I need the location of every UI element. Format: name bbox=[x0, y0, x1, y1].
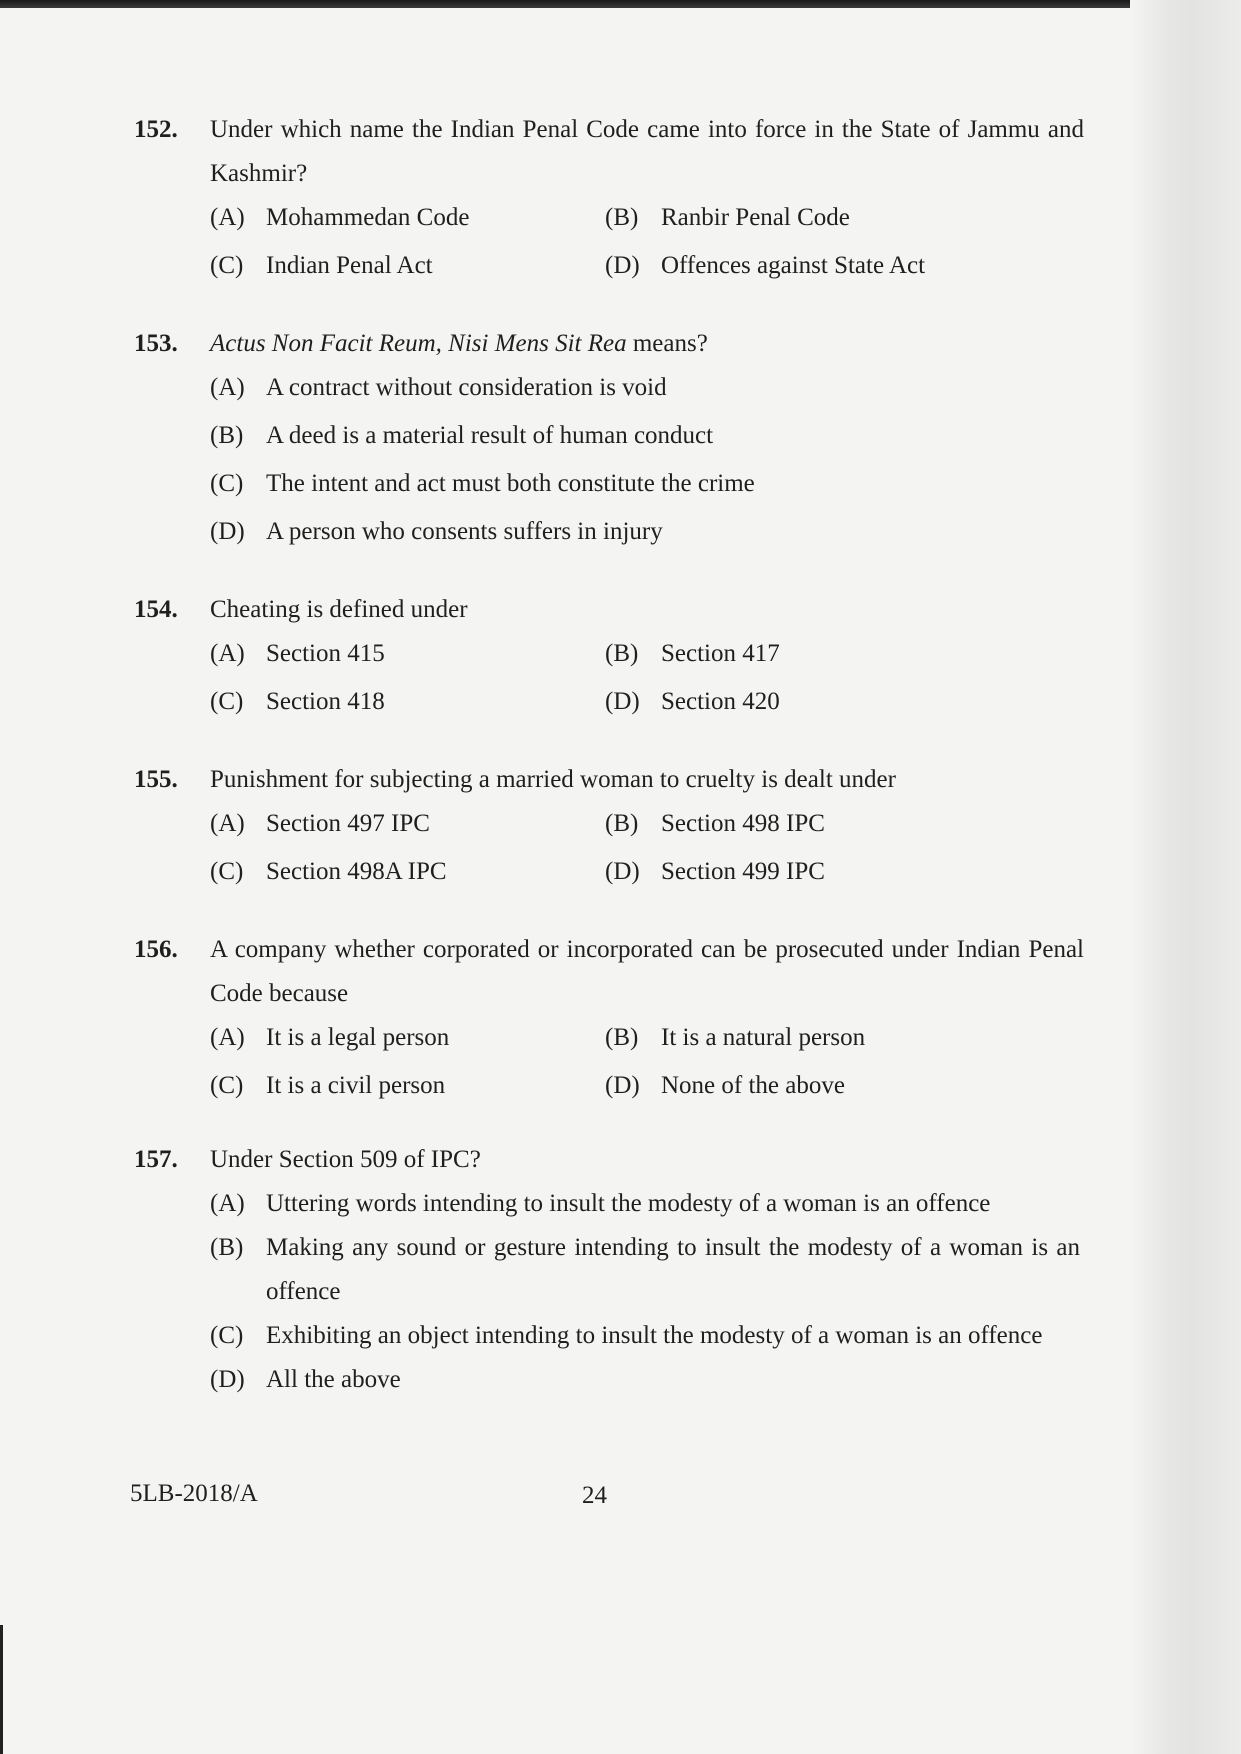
option-text: It is a natural person bbox=[661, 1024, 866, 1051]
option-label: (B) bbox=[605, 1024, 639, 1051]
option-text: It is a legal person bbox=[266, 1024, 450, 1051]
option-label: (D) bbox=[605, 252, 640, 279]
question-text bbox=[210, 322, 1084, 366]
question-text: Under Section 509 of IPC? bbox=[210, 1146, 481, 1173]
option-b bbox=[210, 414, 1080, 458]
option-a bbox=[210, 802, 605, 846]
option-text: Section 498 IPC bbox=[661, 810, 825, 837]
option-text: Uttering words intending to insult the modesty of a woman is an offence bbox=[266, 1190, 991, 1217]
question-text: Punishment for subjecting a married woman to cruelty is dealt under bbox=[210, 766, 896, 793]
options-grid bbox=[210, 196, 1084, 288]
question-157 bbox=[134, 1138, 1084, 1402]
option-text: All the above bbox=[266, 1366, 401, 1393]
option-c bbox=[210, 244, 605, 288]
option-text: Mohammedan Code bbox=[266, 204, 470, 231]
option-text: Offences against State Act bbox=[661, 252, 926, 279]
option-a bbox=[210, 196, 605, 240]
option-label: (C) bbox=[210, 1322, 244, 1349]
option-label: (D) bbox=[605, 1072, 640, 1099]
options-list bbox=[210, 366, 1084, 554]
question-number: 154. bbox=[134, 596, 178, 623]
option-text: Section 418 bbox=[266, 688, 385, 715]
question-155 bbox=[134, 758, 1084, 894]
option-label: (B) bbox=[210, 422, 244, 449]
question-number: 155. bbox=[134, 766, 178, 793]
question-152 bbox=[134, 108, 1084, 288]
option-text: A deed is a material result of human conduct bbox=[266, 422, 714, 449]
question-text: Under which name the Indian Penal Code came into force in the State of Jammu and Kashmir? bbox=[210, 116, 1084, 187]
option-text: Section 417 bbox=[661, 640, 780, 667]
option-d bbox=[210, 1358, 1080, 1402]
option-label: (C) bbox=[210, 252, 244, 279]
option-label: (A) bbox=[210, 810, 245, 837]
option-d bbox=[605, 244, 1085, 288]
option-b bbox=[605, 632, 1085, 676]
option-d bbox=[605, 680, 1085, 724]
question-156 bbox=[134, 928, 1084, 1108]
option-text: Exhibiting an object intending to insult the modesty of a woman is an offence bbox=[266, 1322, 1043, 1349]
option-label: (A) bbox=[210, 1024, 245, 1051]
option-label: (D) bbox=[605, 858, 640, 885]
question-text-rest: means? bbox=[626, 330, 708, 357]
option-text: A person who consents suffers in injury bbox=[266, 518, 663, 545]
option-text: Indian Penal Act bbox=[266, 252, 433, 279]
option-b bbox=[210, 1226, 1080, 1314]
question-153 bbox=[134, 322, 1084, 554]
question-number: 153. bbox=[134, 330, 178, 357]
option-text: Section 498A IPC bbox=[266, 858, 447, 885]
option-label: (B) bbox=[605, 810, 639, 837]
option-text: Ranbir Penal Code bbox=[661, 204, 850, 231]
option-text: Making any sound or gesture intending to insult the modesty of a woman is an offence bbox=[266, 1234, 1080, 1305]
option-label: (A) bbox=[210, 640, 245, 667]
option-a bbox=[210, 632, 605, 676]
option-a bbox=[210, 1182, 1080, 1226]
option-label: (C) bbox=[210, 858, 244, 885]
option-text: A contract without consideration is void bbox=[266, 374, 667, 401]
option-label: (C) bbox=[210, 470, 244, 497]
option-label: (D) bbox=[210, 518, 245, 545]
option-c bbox=[210, 1064, 605, 1108]
question-number: 157. bbox=[134, 1146, 178, 1173]
option-d bbox=[605, 850, 1085, 894]
page-number: 24 bbox=[582, 1482, 607, 1509]
option-label: (D) bbox=[210, 1366, 245, 1393]
question-text: Cheating is defined under bbox=[210, 596, 468, 623]
option-label: (B) bbox=[605, 204, 639, 231]
option-d bbox=[605, 1064, 1085, 1108]
option-label: (A) bbox=[210, 374, 245, 401]
option-text: It is a civil person bbox=[266, 1072, 446, 1099]
options-grid bbox=[210, 632, 1084, 724]
option-label: (C) bbox=[210, 1072, 244, 1099]
options-grid bbox=[210, 1016, 1084, 1108]
option-label: (A) bbox=[210, 1190, 245, 1217]
question-number: 156. bbox=[134, 936, 178, 963]
paper-code: 5LB-2018/A bbox=[130, 1480, 258, 1507]
option-d bbox=[210, 510, 1080, 554]
option-c bbox=[210, 850, 605, 894]
option-c bbox=[210, 680, 605, 724]
question-154 bbox=[134, 588, 1084, 724]
option-label: (A) bbox=[210, 204, 245, 231]
question-number: 152. bbox=[134, 116, 178, 143]
option-label: (C) bbox=[210, 688, 244, 715]
option-b bbox=[605, 196, 1085, 240]
option-text: Section 497 IPC bbox=[266, 810, 430, 837]
option-a bbox=[210, 1016, 605, 1060]
option-b bbox=[605, 802, 1085, 846]
option-b bbox=[605, 1016, 1085, 1060]
option-text: The intent and act must both constitute the crime bbox=[266, 470, 755, 497]
option-text: Section 420 bbox=[661, 688, 780, 715]
option-c bbox=[210, 1314, 1080, 1358]
option-text: Section 415 bbox=[266, 640, 385, 667]
question-text: A company whether corporated or incorporated can be prosecuted under Indian Penal Code because bbox=[210, 936, 1084, 1007]
option-a bbox=[210, 366, 1080, 410]
option-text: Section 499 IPC bbox=[661, 858, 825, 885]
option-label: (B) bbox=[210, 1234, 244, 1261]
latin-maxim: Actus Non Facit Reum, Nisi Mens Sit Rea bbox=[210, 330, 627, 357]
option-c bbox=[210, 462, 1080, 506]
option-text: None of the above bbox=[661, 1072, 845, 1099]
options-grid bbox=[210, 802, 1084, 894]
option-label: (B) bbox=[605, 640, 639, 667]
option-label: (D) bbox=[605, 688, 640, 715]
options-list bbox=[210, 1182, 1084, 1402]
